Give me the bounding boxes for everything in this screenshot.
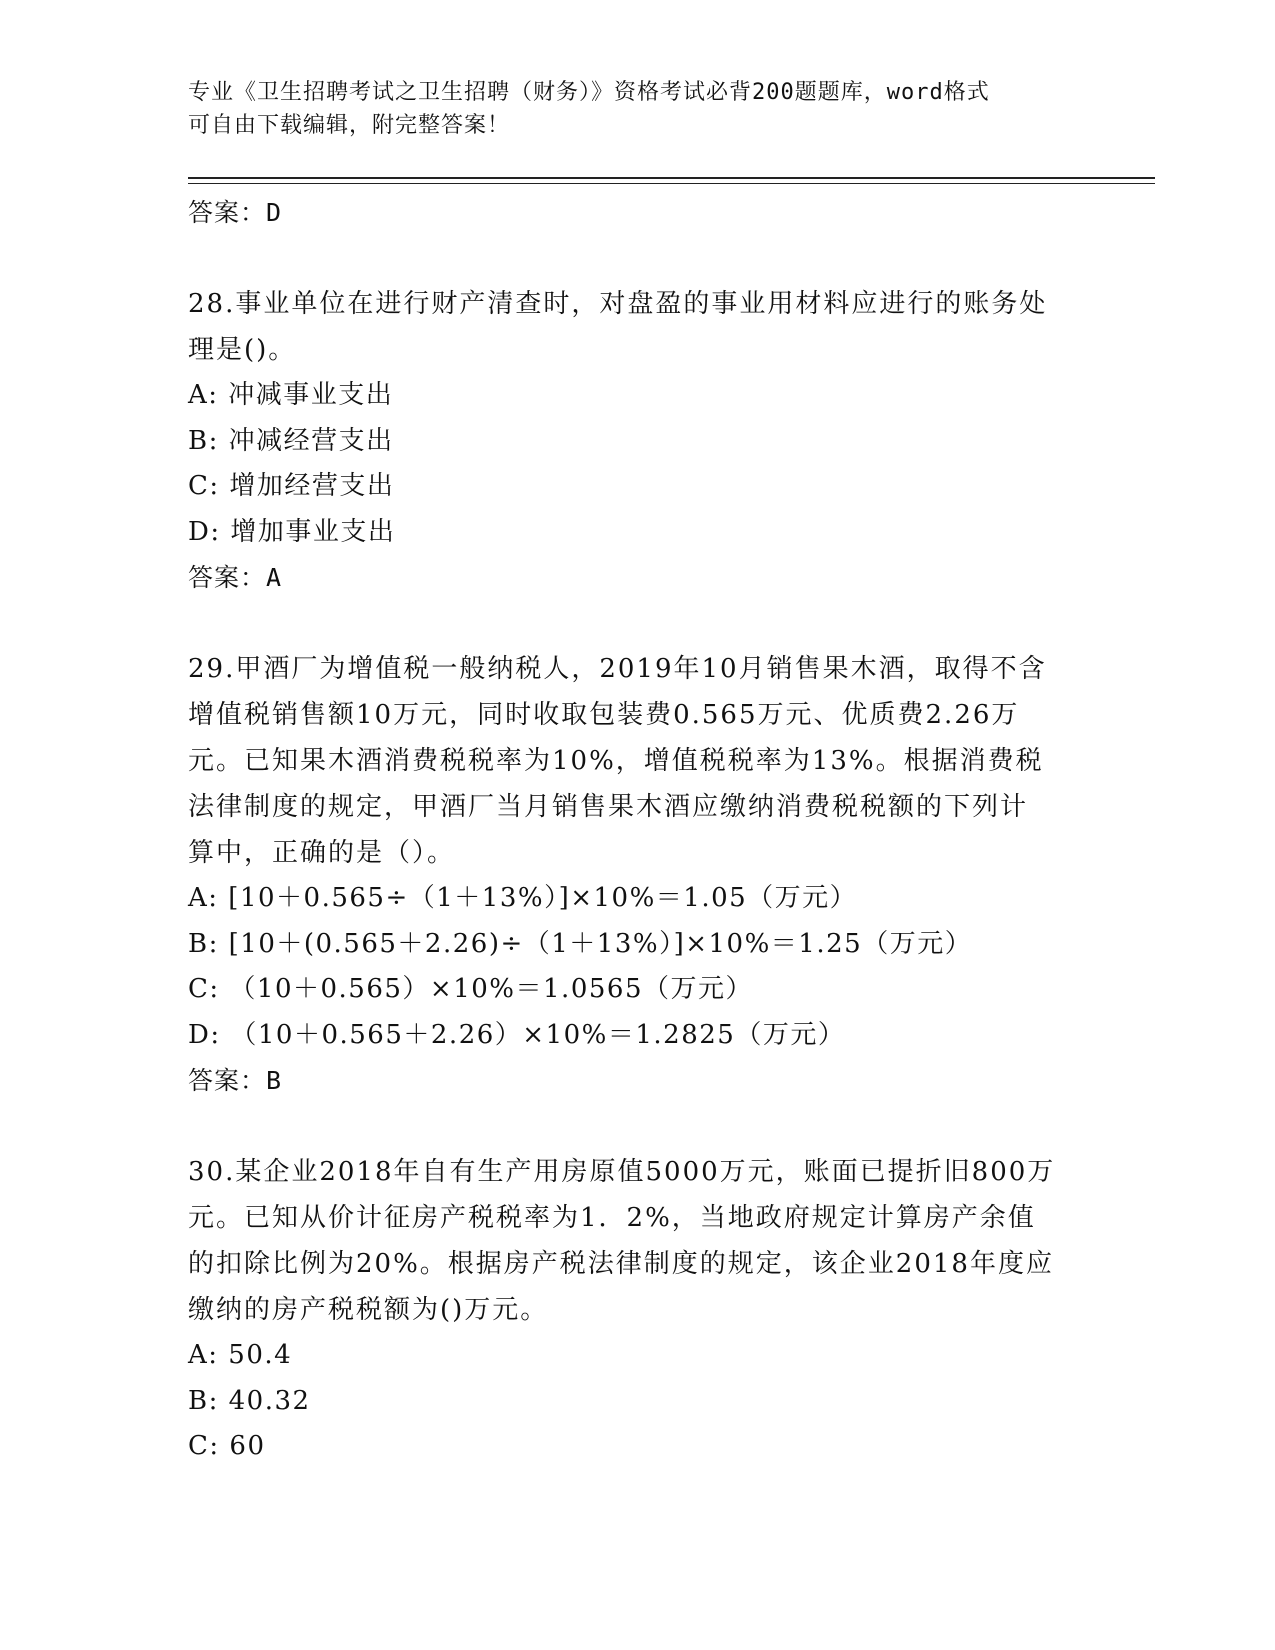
option-a: A: 冲减事业支出 — [188, 380, 394, 410]
option-c: C: 60 — [188, 1431, 266, 1461]
question-text-line: 30.某企业2018年自有生产用房原值5000万元，账面已提折旧800万 — [188, 1157, 1056, 1187]
question-text-line: 理是()。 — [188, 335, 297, 365]
question-text-line: 的扣除比例为20%。根据房产税法律制度的规定，该企业2018年度应 — [188, 1249, 1054, 1279]
option-b: B: 40.32 — [188, 1385, 311, 1416]
question-text-line: 缴纳的房产税税额为()万元。 — [188, 1295, 549, 1325]
question-text-line: 元。已知果木酒消费税税率为10%，增值税税率为13%。根据消费税 — [188, 746, 1044, 776]
question-30 — [188, 1149, 1088, 1470]
question-text-line: 28.事业单位在进行财产清查时，对盘盈的事业用材料应进行的账务处 — [188, 289, 1048, 319]
answer: 答案：A — [188, 563, 283, 592]
question-text-line: 算中，正确的是（）。 — [188, 838, 456, 868]
header-rule-thin — [188, 183, 1155, 184]
header-line-2: 可自由下载编辑，附完整答案！ — [188, 113, 511, 138]
option-c: C: （10＋0.565）×10%＝1.0565（万元） — [188, 974, 753, 1004]
header-rule-thick — [188, 177, 1155, 179]
option-a: A: 50.4 — [188, 1340, 293, 1370]
question-text-line: 29.甲酒厂为增值税一般纳税人，2019年10月销售果木酒，取得不含 — [188, 654, 1047, 684]
document-body — [188, 188, 1088, 1470]
option-d: D: 增加事业支出 — [188, 516, 396, 547]
option-d: D: （10＋0.565＋2.26）×10%＝1.2825（万元） — [188, 1019, 846, 1050]
question-28 — [188, 281, 1088, 600]
option-b: B: [10＋(0.565＋2.26)÷（1＋13%）]×10%＝1.25（万元） — [188, 928, 973, 959]
option-b: B: 冲减经营支出 — [188, 425, 394, 456]
question-text-line: 增值税销售额10万元，同时收取包装费0.565万元、优质费2.26万 — [188, 700, 1020, 730]
question-text-line: 元。已知从价计征房产税税率为1．2%，当地政府规定计算房产余值 — [188, 1203, 1036, 1233]
question-text-line: 法律制度的规定，甲酒厂当月销售果木酒应缴纳消费税税额的下列计 — [188, 792, 1029, 822]
previous-answer: 答案：D — [188, 198, 283, 227]
answer: 答案：B — [188, 1066, 283, 1095]
question-29 — [188, 646, 1088, 1103]
document-header — [188, 76, 1068, 142]
option-a: A: [10＋0.565÷（1＋13%）]×10%＝1.05（万元） — [188, 883, 858, 913]
header-line-1: 专业《卫生招聘考试之卫生招聘（财务）》资格考试必背200题题库，word格式 — [188, 80, 990, 105]
option-c: C: 增加经营支出 — [188, 471, 395, 501]
